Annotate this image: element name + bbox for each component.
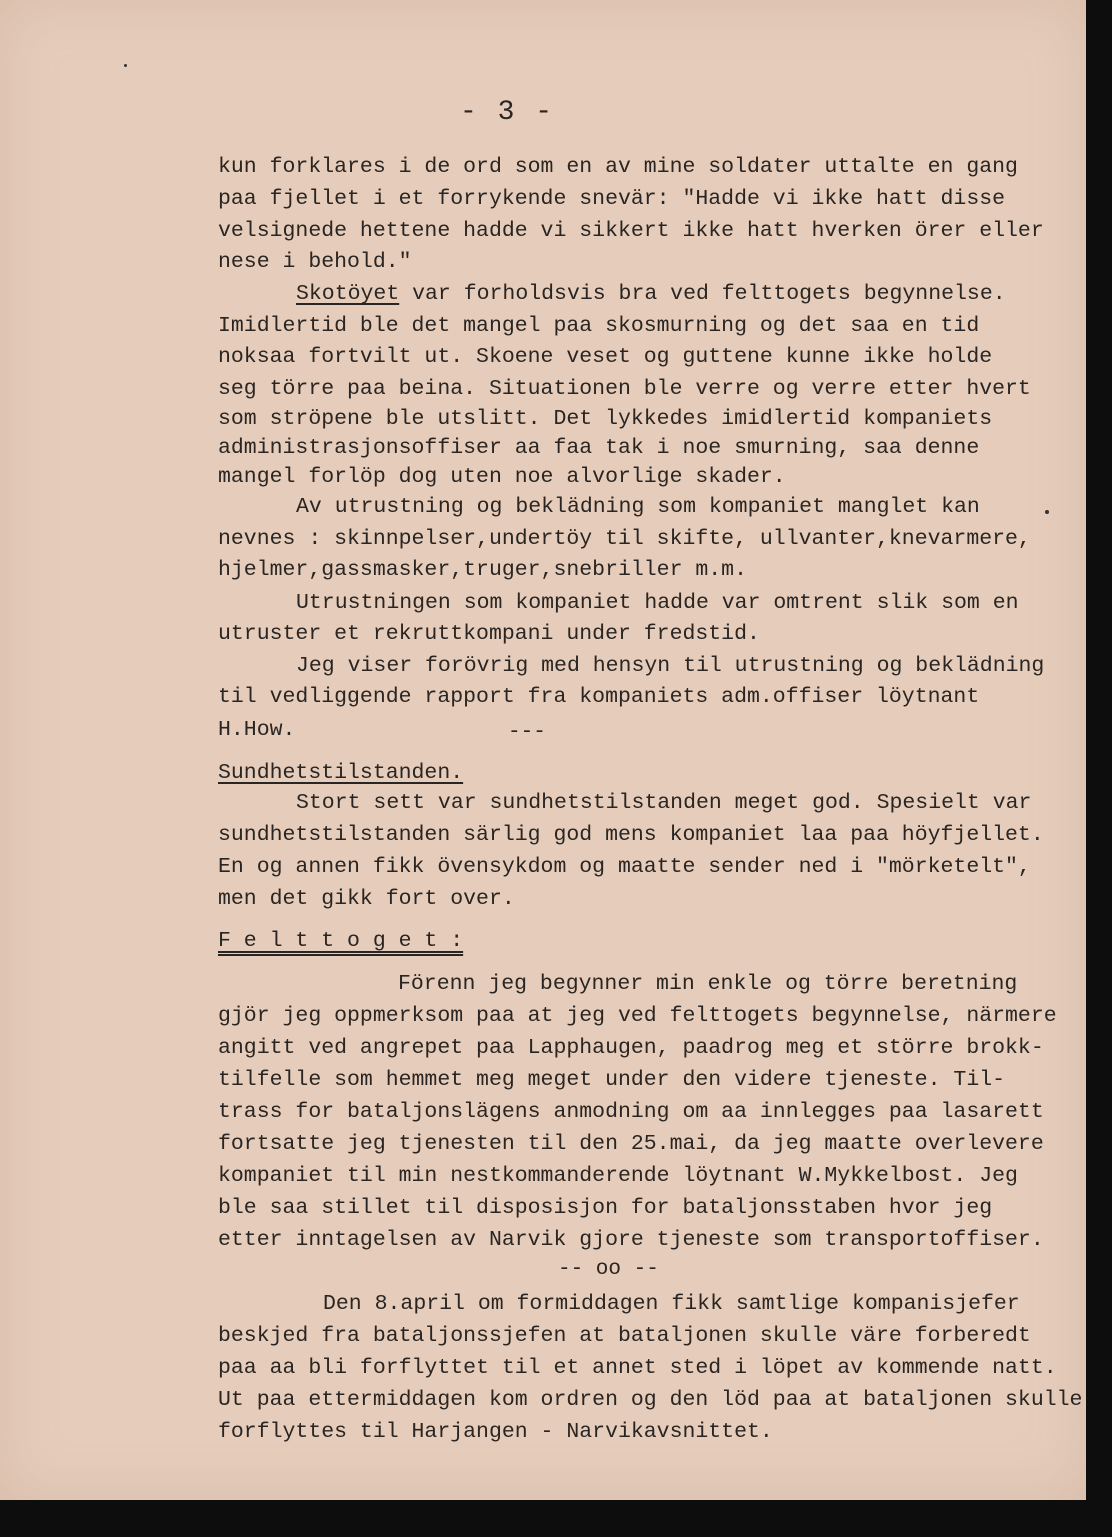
text-line: sundhetstilstanden särlig god mens kompaniet laa paa höyfjellet. [218, 823, 1044, 847]
section-heading: Sundhetstilstanden. [218, 761, 464, 785]
text-line: utruster et rekruttkompani under fredstid. [218, 622, 760, 646]
text-line: som ströpene ble utslitt. Det lykkedes imidlertid kompaniets [218, 407, 993, 431]
section-heading: F e l t t o g e t : [218, 929, 464, 953]
text-line: Utrustningen som kompaniet hadde var omtrent slik som en [296, 591, 1019, 615]
text-line: H.How. [218, 718, 296, 742]
text-line: nese i behold." [218, 250, 412, 274]
text-line: administrasjonsoffiser aa faa tak i noe smurning, saa denne [218, 436, 980, 460]
paper-speck [1045, 510, 1049, 514]
text-line: fortsatte jeg tjenesten til den 25.mai, da jeg maatte overlevere [218, 1132, 1044, 1156]
text-line: ble saa stillet til disposisjon for bataljonsstaben hvor jeg [218, 1196, 993, 1220]
text-line: kun forklares i de ord som en av mine soldater uttalte en gang [218, 155, 1018, 179]
underlined-term: Skotöyet [296, 282, 400, 306]
text-line: Imidlertid ble det mangel paa skosmurning og det saa en tid [218, 314, 980, 338]
text-line: angitt ved angrepet paa Lapphaugen, paadrog meg et större brokk- [218, 1036, 1044, 1060]
text-line: paa fjellet i et forrykende snevär: "Hadde vi ikke hatt disse [218, 187, 1006, 211]
text-line: beskjed fra bataljonssjefen at bataljonen skulle väre forberedt [218, 1324, 1031, 1348]
text-line: Stort sett var sundhetstilstanden meget god. Spesielt var [296, 791, 1032, 815]
paper-speck [124, 64, 127, 67]
text-line: forflyttes til Harjangen - Narvikavsnittet. [218, 1420, 773, 1444]
text-line: men det gikk fort over. [218, 887, 515, 911]
text-line: Den 8.april om formiddagen fikk samtlige kompanisjefer [323, 1292, 1020, 1316]
text-line: tilfelle som hemmet meg meget under den videre tjeneste. Til- [218, 1068, 1006, 1092]
text-line: trass for bataljonslägens anmodning om aa innlegges paa lasarett [218, 1100, 1044, 1124]
text-line: mangel forlöp dog uten noe alvorlige skader. [218, 465, 786, 489]
text-line: En og annen fikk övensykdom og maatte sender ned i "mörketelt", [218, 855, 1031, 879]
text-line: paa aa bli forflyttet til et annet sted i löpet av kommende natt. [218, 1356, 1057, 1380]
text-line: Av utrustning og beklädning som kompaniet manglet kan [296, 495, 980, 519]
text-line: til vedliggende rapport fra kompaniets adm.offiser löytnant [218, 685, 980, 709]
text-line: seg törre paa beina. Situationen ble verre og verre etter hvert [218, 377, 1031, 401]
page-number: - 3 - [460, 97, 555, 128]
text-line: velsignede hettene hadde vi sikkert ikke hatt hverken örer eller [218, 219, 1044, 243]
text-line: Skotöyet var forholdsvis bra ved felttogets begynnelse. [296, 282, 1006, 306]
text-line: nevnes : skinnpelser,undertöy til skifte, ullvanter,knevarmere, [218, 527, 1031, 551]
text-line: gjör jeg oppmerksom paa at jeg ved felttogets begynnelse, närmere [218, 1004, 1057, 1028]
text-line: noksaa fortvilt ut. Skoene veset og guttene kunne ikke holde [218, 345, 993, 369]
text-line: etter inntagelsen av Narvik gjore tjeneste som transportoffiser. [218, 1228, 1044, 1252]
separator: --- [508, 721, 546, 744]
text-line: kompaniet til min nestkommanderende löytnant W.Mykkelbost. Jeg [218, 1164, 1018, 1188]
text-line: Jeg viser forövrig med hensyn til utrustning og beklädning [296, 654, 1045, 678]
separator: -- oo -- [558, 1258, 659, 1281]
text-line: hjelmer,gassmasker,truger,snebriller m.m. [218, 558, 747, 582]
text-line: Ut paa ettermiddagen kom ordren og den löd paa at bataljonen skulle [218, 1388, 1083, 1412]
text-line: Förenn jeg begynner min enkle og törre beretning [398, 972, 1018, 996]
